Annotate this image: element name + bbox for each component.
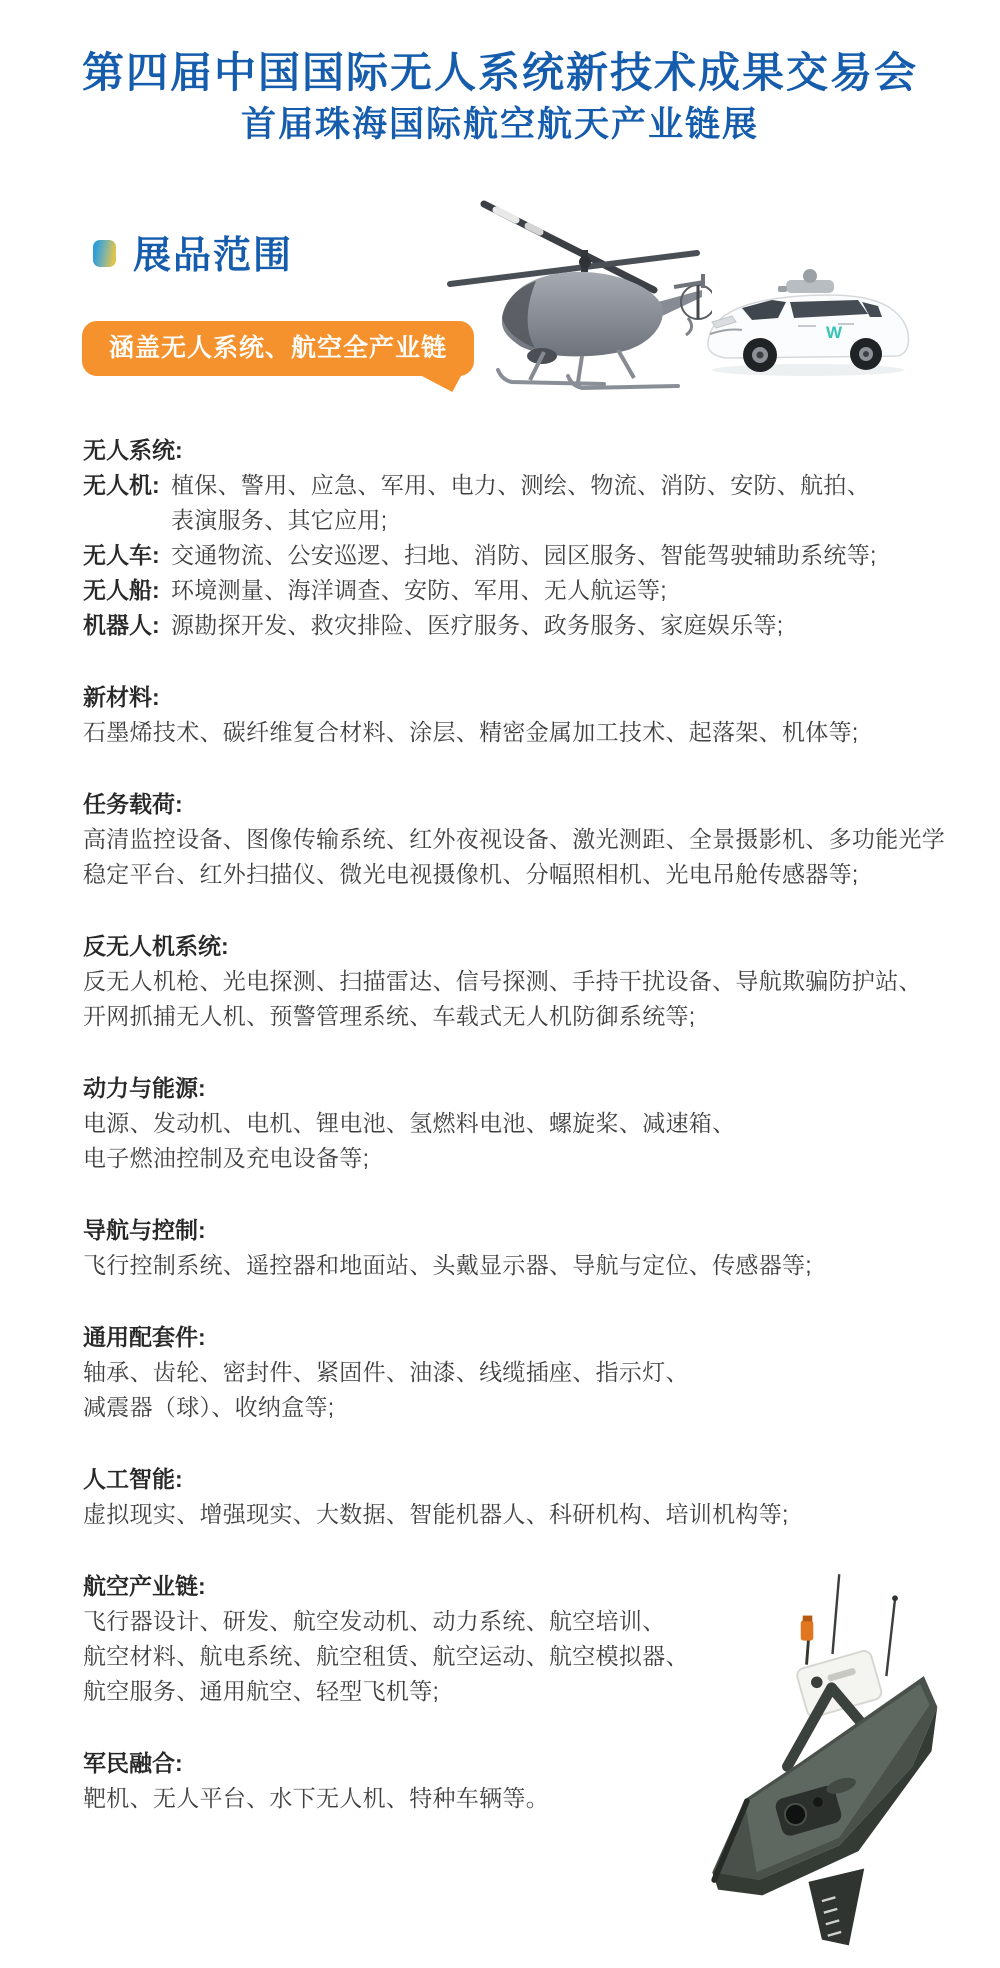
section-line: 虚拟现实、增强现实、大数据、智能机器人、科研机构、培训机构等; [83,1501,789,1527]
section-line: 源勘探开发、救灾排险、医疗服务、政务服务、家庭娱乐等; [171,612,784,638]
section-line: 轴承、齿轮、密封件、紧固件、油漆、线缆插座、指示灯、 [83,1359,689,1385]
section-block [83,680,953,750]
row-label: 无人船: [83,577,160,603]
section-line: 飞行控制系统、遥控器和地面站、头戴显示器、导航与定位、传感器等; [83,1252,812,1278]
section-title: 动力与能源: [83,1075,206,1101]
section-line: 表演服务、其它应用; [171,507,388,533]
section-line: 环境测量、海洋调查、安防、军用、无人航运等; [171,577,667,603]
exhibit-scope-label: 展品范围 [133,235,294,277]
section-line: 石墨烯技术、碳纤维复合材料、涂层、精密金属加工技术、起落架、机体等; [83,719,859,745]
section-title: 军民融合: [83,1750,183,1776]
section-line: 植保、警用、应急、军用、电力、测绘、物流、消防、安防、航拍、 [171,472,870,498]
row-lines [171,468,953,538]
row-lines [171,573,953,608]
section-row [83,468,953,538]
section-title: 人工智能: [83,1466,183,1492]
section-line: 航空材料、航电系统、航空租赁、航空运动、航空模拟器、 [83,1643,689,1669]
section-line: 电子燃油控制及充电设备等; [83,1145,370,1171]
section-block [83,1071,953,1176]
section-title: 导航与控制: [83,1217,206,1243]
section-block [83,1320,953,1425]
section-title: 通用配套件: [83,1324,206,1350]
section-title: 任务载荷: [83,791,183,817]
waymo-w-logo: W [826,323,843,342]
row-lines [171,608,953,643]
page-title: 第四届中国国际无人系统新技术成果交易会 [81,49,918,96]
section-block [83,929,953,1034]
section-title: 航空产业链: [83,1573,206,1599]
section-row [83,538,953,573]
section-line: 航空服务、通用航空、轻型飞机等; [83,1678,440,1704]
section-line: 交通物流、公安巡逻、扫地、消防、园区服务、智能驾驶辅助系统等; [171,542,877,568]
section-line: 靶机、无人平台、水下无人机、特种车辆等。 [83,1785,549,1811]
section-title: 新材料: [83,684,160,710]
row-lines [171,538,953,573]
row-label: 机器人: [83,612,160,638]
coverage-badge-label: 涵盖无人系统、航空全产业链 [109,334,448,362]
row-label: 无人车: [83,542,160,568]
section-block [83,1462,953,1532]
section-line: 反无人机枪、光电探测、扫描雷达、信号探测、手持干扰设备、导航欺骗防护站、 [83,968,922,994]
unmanned-boat-image [695,1555,945,1955]
section-line: 减震器（球）、收纳盒等; [83,1394,335,1420]
section-line: 高清监控设备、图像传输系统、红外夜视设备、激光测距、全景摄影机、多功能光学 [83,826,946,852]
section-title: 无人系统: [83,437,183,463]
row-label: 无人机: [83,472,160,498]
section-line: 飞行器设计、研发、航空发动机、动力系统、航空培训、 [83,1608,666,1634]
section-block [83,787,953,892]
section-block [83,1213,953,1283]
section-row [83,573,953,608]
section-line: 开网抓捕无人机、预警管理系统、车载式无人机防御系统等; [83,1003,696,1029]
section-title: 反无人机系统: [83,933,229,959]
section-block [83,433,953,643]
section-line: 电源、发动机、电机、锂电池、氢燃料电池、螺旋桨、减速箱、 [83,1110,736,1136]
page-subtitle: 首届珠海国际航空航天产业链展 [240,105,759,144]
section-line: 稳定平台、红外扫描仪、微光电视摄像机、分幅照相机、光电吊舱传感器等; [83,861,859,887]
exhibit-scope-heading [93,224,293,279]
coverage-badge [82,321,474,376]
autonomous-car-image [698,262,918,380]
gradient-bullet-icon [93,240,116,267]
section-row [83,608,953,643]
unmanned-helicopter-image [432,190,712,400]
